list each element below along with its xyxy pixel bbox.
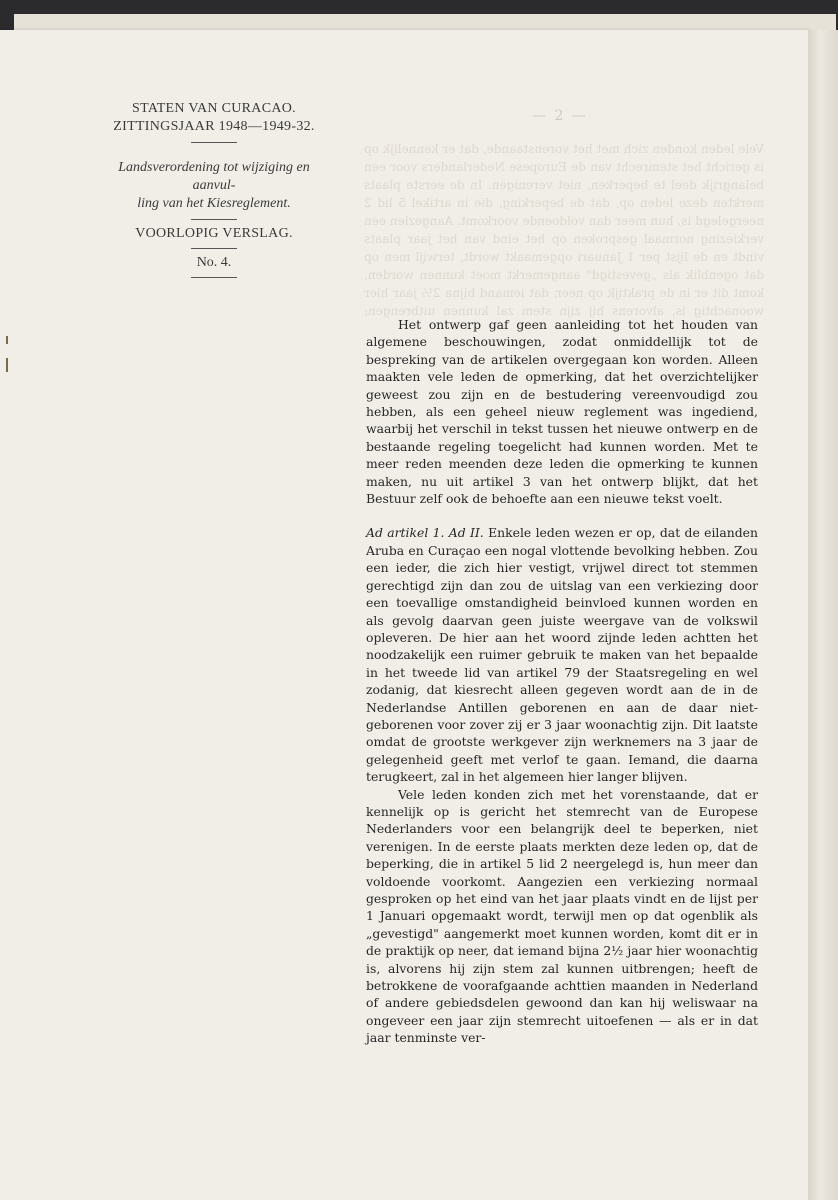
header-divider [191, 219, 237, 220]
ordinance-title [100, 159, 328, 213]
article-1-text: Enkele leden wezen er op, dat de eilanden Aruba en Curaçao een nogal vlottende bevolking hebben. Zou een ieder, die zich hier vestigt, vrijwel direct tot stemmen gerechtigd zijn dan zou de uitslag van een verkiezing door een toevallige omstandigheid beinvloed kunnen worden en als gevolg daarvan geen juiste weergave van de volkswil opleveren. De hier aan het woord zijnde leden achtten het noodzakelijk een ruimer gebruik te maken van het bepaalde in het tweede lid van artikel 79 der Staatsregeling en wel zodanig, dat kiesrecht alleen gegeven wordt aan de in de Nederlandse Antillen geborenen en aan de daar niet-geborenen voor zover zij er 3 jaar woonachtig zijn. Dit laatste omdat de grootste werkgever zijn werknemers na 3 jaar de gelegenheid geeft met verlof te gaan. Iemand, die daarna terugkeert, zal in het algemeen hier langer blijven. [366, 525, 758, 785]
header-divider [191, 277, 237, 278]
report-body [366, 316, 758, 1047]
parliament-name: STATEN VAN CURACAO. [132, 101, 296, 116]
ordinance-title-line2: ling van het Kiesreglement. [137, 196, 291, 211]
header-divider [191, 142, 237, 143]
paragraph-article-1 [366, 524, 758, 785]
report-title: VOORLOPIG VERSLAG. [135, 226, 293, 241]
margin-tick-mark [6, 358, 8, 372]
article-heading: Ad artikel 1. Ad II. [366, 525, 484, 541]
show-through-page-number: — 2 — [532, 108, 588, 124]
paragraph-general: Het ontwerp gaf geen aanleiding tot het houden van algemene beschouwingen, zodat onmiddellijk tot de bespreking van de artikelen overgegaan kon worden. Alleen maakten vele leden de opmerking, dat het overzichtelijker geweest zou zijn en de bestudering vereenvoudigd zou hebben, als een geheel nieuw reglement was ingediend, waarbij het verschil in tekst tussen het nieuwe ontwerp en de bestaande regeling toegelicht had kunnen worden. Met te meer reden meenden deze leden die opmerking te kunnen maken, nu uit artikel 3 van het ontwerp blijkt, dat het Bestuur zelf ook de behoefte aan een nieuwe tekst voelt. [366, 317, 758, 507]
margin-tick-mark [6, 336, 8, 344]
paragraph-objection: Vele leden konden zich met het vorenstaande, dat er kennelijk op is gericht het stemrecht van de Europese Nederlanders voor een belangrijk deel te beperken, niet verenigen. In de eerste plaats merkten deze leden op, dat de beperking, die in artikel 5 lid 2 neergelegd is, hun meer dan voldoende voorkomt. Aangezien een verkiezing normaal gesproken op het eind van het jaar plaats vindt en de lijst per 1 Januari opgemaakt wordt, terwijl men op dat ogenblik als „gevestigd" aangemerkt moet kunnen worden, komt dit er in de praktijk op neer, dat iemand bijna 2½ jaar hier woonachtig is, alvorens hij zijn stem zal kunnen uitbrengen; heeft de betrokkene de voorafgaande achttien maanden in Nederland of andere gebiedsdelen gewoond dan kan hij weliswaar na ongeveer een jaar zijn stemrecht uitoefenen — als er in dat jaar tenminste ver- [366, 786, 758, 1046]
ordinance-title-line1: Landsverordening tot wijziging en aanvul- [118, 160, 310, 193]
show-through-text [364, 140, 764, 320]
show-through-text-content: Vele leden konden zich met het vorenstaande, dat er kennelijk op is gericht het stemrecht van de Europese Nederlanders voor een belangrijk deel te beperken, niet verenigen. In de eerste plaats merkten deze leden op, dat de beperking, die in artikel 5 lid 2 neergelegd is, hun meer dan voldoende voorkomt. Aangezien een verkiezing normaal gesproken op het eind van het jaar plaats vindt en de lijst per 1 Januari opgemaakt wordt, terwijl men op dat ogenblik als „gevestigd" aangemerkt moet kunnen worden, komt dit er in de praktijk op neer, dat iemand bijna 2½ jaar hier woonachtig is, alvorens hij zijn stem zal kunnen uitbrengen; [364, 142, 764, 318]
header-divider [191, 248, 237, 249]
session-year: ZITTINGSJAAR 1948—1949-32. [113, 119, 315, 134]
page-edge-strip [808, 30, 838, 1200]
document-number: No. 4. [196, 255, 232, 270]
document-header [100, 100, 328, 284]
